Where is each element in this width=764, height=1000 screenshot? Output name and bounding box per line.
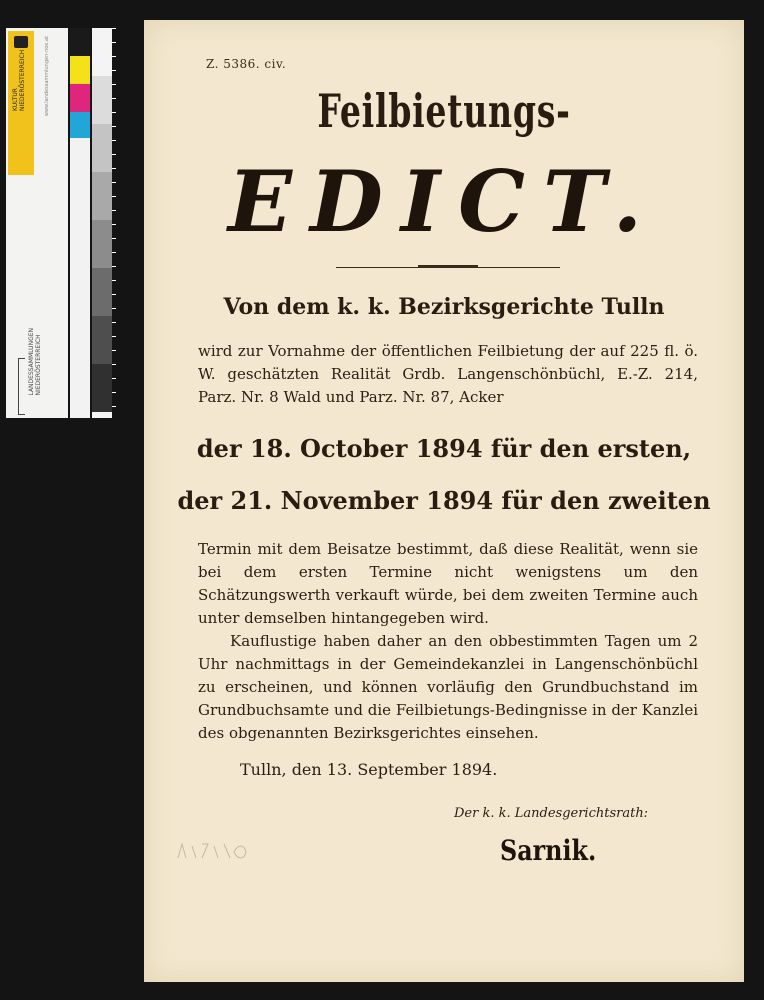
intro-paragraph: wird zur Vornahme der öffentlichen Feilbietung der auf 225 fl. ö. W. geschätzten Realität Grdb. Langenschönbüchl, E.-Z. 214, Parz. Nr. 8 Wald und Parz. Nr. 87, Acker (198, 342, 698, 406)
color-swatch (70, 84, 90, 112)
bracket-mark (18, 358, 25, 415)
ruler-ticks (112, 28, 116, 418)
collection-name (28, 328, 42, 396)
buyers-paragraph: Kauflustige haben daher an den obbestimmten Tagen um 2 Uhr nachmittags in der Gemeindekanzlei in Langenschönbüchl zu erscheinen, und können vorläufig den Grundbuchstand im Grundbuchsamte und die Feilbietungs-Bedingnisse in der Kanzlei des obgenannten Bezirksgerichtes einsehen. (198, 632, 698, 742)
grey-swatch (92, 172, 112, 220)
color-swatch (70, 28, 90, 56)
grey-swatch (92, 316, 112, 364)
color-swatches (70, 28, 90, 418)
kultur-logo (8, 31, 34, 175)
pencil-annotation (174, 838, 254, 864)
ornamental-rule (336, 267, 560, 268)
terms-paragraph: Termin mit dem Beisatze bestimmt, daß diese Realität, wenn sie bei dem ersten Termine nicht wenigstens um den Schätzungswerth verkauft würde, bei dem zweiten Termine auch unter demselben hintangegeben wird. (198, 540, 698, 627)
title-line-2: EDICT. (228, 152, 660, 251)
grey-swatch (92, 124, 112, 172)
first-date: der 18. October 1894 für den ersten, (196, 434, 692, 463)
collection-name-line2: NIEDERÖSTERREICH (35, 334, 42, 396)
court-heading: Von dem k. k. Bezirksgerichte Tulln (223, 294, 665, 320)
signer-title: Der k. k. Landesgerichtsrath: (454, 806, 649, 821)
color-swatch (70, 138, 90, 418)
grey-scale (92, 28, 112, 418)
collection-url: www.landessammlungen-noe.at (44, 36, 50, 117)
grey-swatch (92, 76, 112, 124)
edict-poster (144, 20, 744, 982)
place-and-date: Tulln, den 13. September 1894. (240, 760, 498, 779)
logo-text-top: KULTUR (12, 88, 19, 111)
color-swatch (70, 112, 90, 138)
second-date: der 21. November 1894 für den zweiten (177, 486, 711, 515)
grey-swatch (92, 28, 112, 76)
collection-name-line1: LANDESSAMMLUNGEN (28, 328, 35, 396)
color-calibration-strip (6, 28, 112, 418)
logo-text-bottom: NIEDERÖSTERREICH (19, 49, 26, 111)
reference-number: Z. 5386. civ. (206, 57, 287, 71)
color-swatch (70, 56, 90, 84)
collection-label-card (6, 28, 68, 418)
signer-name: Sarnik. (500, 834, 597, 867)
grey-swatch (92, 364, 112, 412)
grey-swatch (92, 268, 112, 316)
title-line-1: Feilbietungs- (317, 84, 571, 138)
grey-swatch (92, 220, 112, 268)
